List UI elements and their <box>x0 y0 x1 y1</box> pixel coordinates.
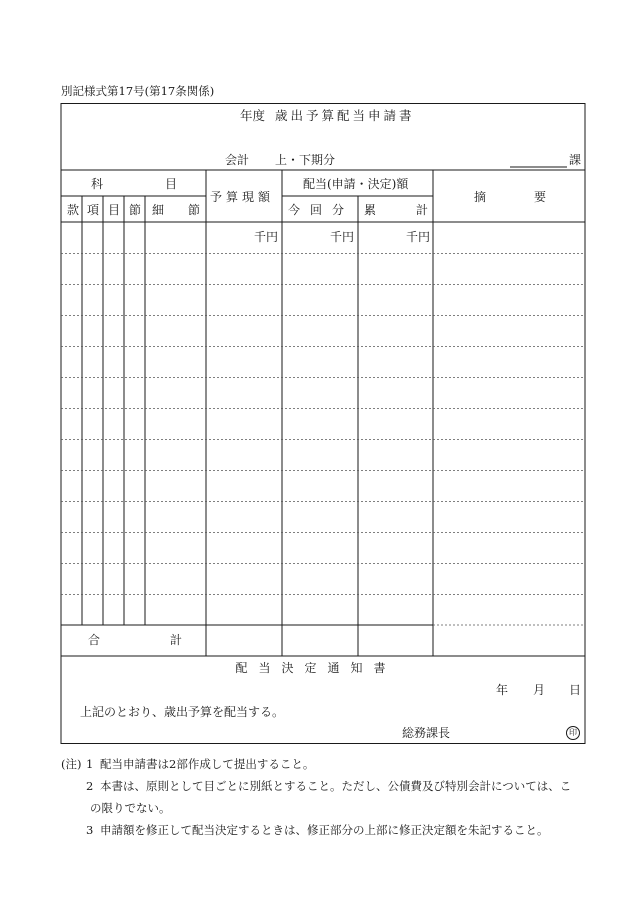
col-kamoku-2: 目 <box>165 177 178 191</box>
col-yosan-gengaku: 予算現額 <box>210 190 275 204</box>
note-3-num: 3 <box>86 823 94 837</box>
goukei-2: 計 <box>170 633 183 647</box>
col-moku: 目 <box>107 203 120 217</box>
date-month: 月 <box>533 683 546 697</box>
col-saisetsu-1: 細 <box>152 203 165 217</box>
col-konkai: 今回分 <box>288 203 355 217</box>
kaikei-label: 会計 <box>225 153 250 167</box>
note-2-text: 本書は、原則として目ごとに別紙とすること。ただし、公債費及び特別会計については、こ <box>100 779 572 793</box>
col-setsu: 節 <box>128 203 141 217</box>
goukei-1: 合 <box>88 633 101 647</box>
notes-head: (注) <box>61 757 82 771</box>
unit-konkai: 千円 <box>330 230 355 244</box>
col-kamoku-1: 科 <box>91 177 104 191</box>
title-prefix: 年度 <box>240 108 266 123</box>
notice-title: 配当決定通知書 <box>235 661 397 675</box>
col-kou: 項 <box>86 203 99 217</box>
note-1-num: 1 <box>86 757 94 771</box>
notice-body: 上記のとおり、歳出予算を配当する。 <box>80 705 285 719</box>
col-ruikei-2: 計 <box>416 203 429 217</box>
date-day: 日 <box>569 683 582 697</box>
unit-ruikei: 千円 <box>406 230 431 244</box>
form-label: 別記様式第17号(第17条関係) <box>61 84 215 98</box>
col-ruikei-1: 累 <box>364 203 377 217</box>
date-year: 年 <box>496 683 509 697</box>
signer: 総務課長 <box>402 726 451 740</box>
col-tekiyo-2: 要 <box>534 190 547 204</box>
unit-yosan: 千円 <box>254 230 279 244</box>
col-haito-group: 配当(申請・決定)額 <box>303 177 409 191</box>
note-3-text: 申請額を修正して配当決定するときは、修正部分の上部に修正決定額を朱記すること。 <box>100 823 549 837</box>
note-2-cont: の限りでない。 <box>90 801 171 815</box>
note-2-num: 2 <box>86 779 94 793</box>
ka-label: 課 <box>569 153 582 167</box>
col-kan: 款 <box>66 203 79 217</box>
col-tekiyo-1: 摘 <box>474 190 487 204</box>
form-title: 歳出予算配当申請書 <box>275 108 415 123</box>
col-saisetsu-2: 節 <box>188 203 201 217</box>
outer-frame <box>61 104 585 744</box>
row-separators <box>61 254 585 626</box>
note-1-text: 配当申請書は2部作成して提出すること。 <box>100 757 315 771</box>
seal-mark: 印 <box>566 726 580 740</box>
period-label: 上・下期分 <box>275 153 336 167</box>
